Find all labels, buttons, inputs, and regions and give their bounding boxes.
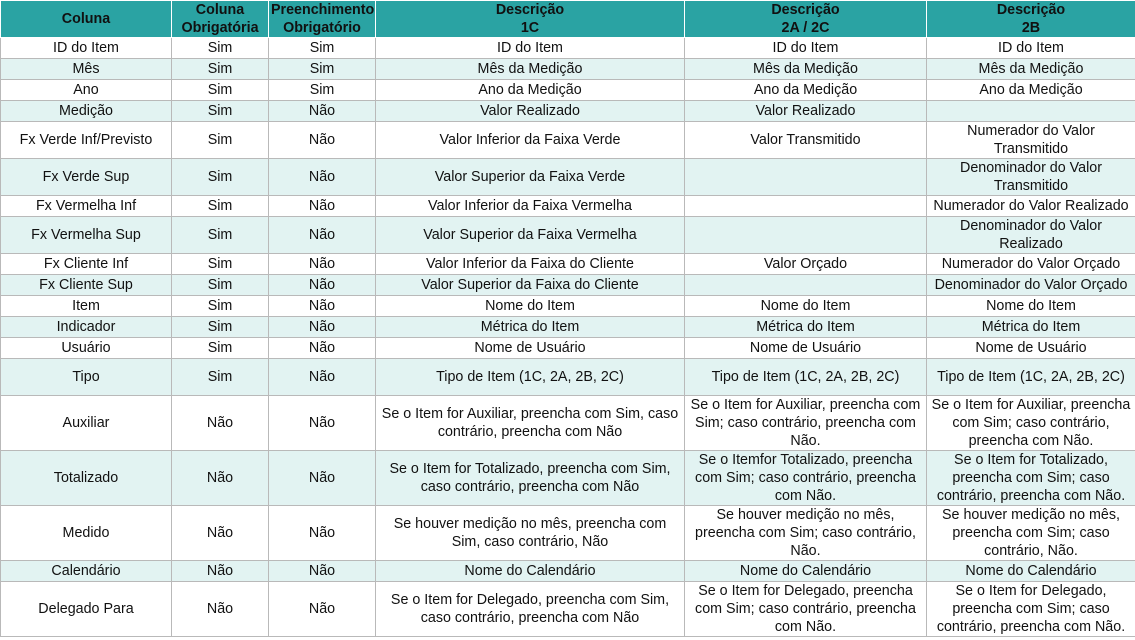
table-cell: Fx Vermelha Sup — [1, 217, 172, 254]
table-cell: Valor Inferior da Faixa Vermelha — [376, 196, 685, 217]
table-cell: Numerador do Valor Orçado — [927, 254, 1135, 275]
table-cell: Não — [269, 396, 376, 451]
table-cell: Sim — [172, 196, 269, 217]
table-cell: Valor Inferior da Faixa Verde — [376, 122, 685, 159]
header-line-2: Obrigatório — [283, 20, 361, 36]
table-cell: Sim — [269, 59, 376, 80]
table-cell: Mês da Medição — [685, 59, 927, 80]
table-cell: Métrica do Item — [685, 317, 927, 338]
table-cell: Não — [172, 561, 269, 582]
table-cell: Não — [269, 275, 376, 296]
table-cell: Totalizado — [1, 451, 172, 506]
table-row — [1, 582, 1135, 637]
table-cell: Sim — [172, 101, 269, 122]
header-cell — [1, 1, 172, 38]
table-cell: Mês da Medição — [376, 59, 685, 80]
table-cell: Se o Item for Delegado, preencha com Sim; caso contrário, preencha com Não. — [927, 582, 1135, 637]
table-row — [1, 80, 1135, 101]
header-cell — [376, 1, 685, 38]
table-cell — [685, 275, 927, 296]
table-cell: Valor Superior da Faixa Verde — [376, 159, 685, 196]
table-cell: Se o Itemfor Totalizado, preencha com Sim; caso contrário, preencha com Não. — [685, 451, 927, 506]
table-cell: Medição — [1, 101, 172, 122]
table-row — [1, 396, 1135, 451]
table-cell: Não — [269, 122, 376, 159]
table-cell: Sim — [172, 159, 269, 196]
table-row — [1, 101, 1135, 122]
table-cell: Se houver medição no mês, preencha com Sim; caso contrário, Não. — [927, 506, 1135, 561]
table-cell: Não — [269, 582, 376, 637]
table-cell: Nome do Item — [685, 296, 927, 317]
header-cell — [172, 1, 269, 38]
table-cell: Não — [172, 396, 269, 451]
header-line-2: Obrigatória — [181, 20, 259, 36]
table-cell: Se o Item for Totalizado, preencha com Sim, caso contrário, preencha com Não — [376, 451, 685, 506]
table-cell: Valor Orçado — [685, 254, 927, 275]
table-cell: Usuário — [1, 338, 172, 359]
table-row — [1, 275, 1135, 296]
table-cell: Não — [269, 296, 376, 317]
table-cell: Numerador do Valor Realizado — [927, 196, 1135, 217]
table-cell: Valor Superior da Faixa do Cliente — [376, 275, 685, 296]
header-cell — [685, 1, 927, 38]
table-row — [1, 359, 1135, 396]
table-cell: Calendário — [1, 561, 172, 582]
table-row — [1, 561, 1135, 582]
table-cell: Fx Cliente Sup — [1, 275, 172, 296]
table-row — [1, 254, 1135, 275]
table-cell: Medido — [1, 506, 172, 561]
table-cell: ID do Item — [1, 38, 172, 59]
table-cell: Não — [269, 217, 376, 254]
table-row — [1, 122, 1135, 159]
table-cell: Valor Inferior da Faixa do Cliente — [376, 254, 685, 275]
table-cell: Sim — [269, 80, 376, 101]
table-row — [1, 217, 1135, 254]
table-cell: Sim — [172, 296, 269, 317]
table-cell: Nome de Usuário — [376, 338, 685, 359]
table-cell: Não — [269, 359, 376, 396]
table-cell — [685, 217, 927, 254]
table-cell: Ano da Medição — [685, 80, 927, 101]
table-cell: Indicador — [1, 317, 172, 338]
header-row — [1, 1, 1135, 38]
table-cell: Se o Item for Delegado, preencha com Sim, caso contrário, preencha com Não — [376, 582, 685, 637]
table-cell: Sim — [172, 59, 269, 80]
header-line-2: 2B — [1021, 20, 1041, 36]
table-cell: Valor Realizado — [376, 101, 685, 122]
table-cell: Item — [1, 296, 172, 317]
table-header — [1, 1, 1135, 38]
table-cell: Se houver medição no mês, preencha com Sim, caso contrário, Não — [376, 506, 685, 561]
table-row — [1, 317, 1135, 338]
table-cell: Não — [269, 451, 376, 506]
table-cell: Fx Verde Inf/Previsto — [1, 122, 172, 159]
header-line-2: 2A / 2C — [781, 20, 830, 36]
table-cell: Se o Item for Auxiliar, preencha com Sim; caso contrário, preencha com Não. — [927, 396, 1135, 451]
table-cell: Fx Verde Sup — [1, 159, 172, 196]
table-cell: Tipo de Item (1C, 2A, 2B, 2C) — [927, 359, 1135, 396]
table-cell: Valor Transmitido — [685, 122, 927, 159]
header-line-1: Coluna — [195, 2, 245, 18]
table-row — [1, 338, 1135, 359]
table-cell: Valor Realizado — [685, 101, 927, 122]
table-cell: Mês da Medição — [927, 59, 1135, 80]
table-cell: Nome do Item — [376, 296, 685, 317]
header-line-2: Coluna — [61, 11, 111, 27]
table-row — [1, 59, 1135, 80]
table-cell: Métrica do Item — [376, 317, 685, 338]
table-cell: Ano da Medição — [376, 80, 685, 101]
table-row — [1, 196, 1135, 217]
table-cell: Não — [269, 561, 376, 582]
table-cell: Não — [172, 451, 269, 506]
table-cell: Sim — [172, 217, 269, 254]
table-cell: Nome do Calendário — [927, 561, 1135, 582]
table-cell: Delegado Para — [1, 582, 172, 637]
table-cell: Tipo de Item (1C, 2A, 2B, 2C) — [685, 359, 927, 396]
table-cell: Se o Item for Delegado, preencha com Sim; caso contrário, preencha com Não. — [685, 582, 927, 637]
table-cell: Fx Cliente Inf — [1, 254, 172, 275]
header-line-1: Descrição — [495, 2, 565, 18]
table-cell: Se o Item for Auxiliar, preencha com Sim, caso contrário, preencha com Não — [376, 396, 685, 451]
table-cell: Se o Item for Totalizado, preencha com Sim; caso contrário, preencha com Não. — [927, 451, 1135, 506]
table-cell: Sim — [172, 359, 269, 396]
table-row — [1, 296, 1135, 317]
header-cell — [927, 1, 1135, 38]
header-line-1: Preenchimento — [271, 2, 375, 18]
table-cell: Sim — [172, 80, 269, 101]
table-body — [1, 38, 1135, 637]
table-row — [1, 159, 1135, 196]
table-cell: ID do Item — [685, 38, 927, 59]
table-cell: Nome do Calendário — [376, 561, 685, 582]
table-cell: Se houver medição no mês, preencha com Sim; caso contrário, Não. — [685, 506, 927, 561]
table-cell: Se o Item for Auxiliar, preencha com Sim; caso contrário, preencha com Não. — [685, 396, 927, 451]
table-cell: ID do Item — [927, 38, 1135, 59]
header-cell — [269, 1, 376, 38]
table-cell: Não — [269, 317, 376, 338]
table-cell: Ano — [1, 80, 172, 101]
table-cell — [685, 196, 927, 217]
table-cell: Valor Superior da Faixa Vermelha — [376, 217, 685, 254]
table-cell: Ano da Medição — [927, 80, 1135, 101]
header-line-1: Descrição — [771, 2, 840, 18]
table-cell: Não — [269, 506, 376, 561]
table-cell: Tipo de Item (1C, 2A, 2B, 2C) — [376, 359, 685, 396]
table-cell: Sim — [172, 122, 269, 159]
table-cell: Numerador do Valor Transmitido — [927, 122, 1135, 159]
table-cell: Não — [269, 338, 376, 359]
table-cell: Denominador do Valor Orçado — [927, 275, 1135, 296]
table-cell: Tipo — [1, 359, 172, 396]
table-cell: Sim — [172, 338, 269, 359]
table-cell: Nome do Item — [927, 296, 1135, 317]
table-cell: Fx Vermelha Inf — [1, 196, 172, 217]
table-cell: Auxiliar — [1, 396, 172, 451]
table-cell: Métrica do Item — [927, 317, 1135, 338]
table-cell: Nome do Calendário — [685, 561, 927, 582]
table-row — [1, 38, 1135, 59]
table-cell: Sim — [172, 275, 269, 296]
table-cell: Não — [172, 582, 269, 637]
header-line-2: 1C — [520, 20, 540, 36]
table-cell: Não — [269, 101, 376, 122]
table-cell: Sim — [172, 254, 269, 275]
table-row — [1, 451, 1135, 506]
table-cell: Não — [269, 254, 376, 275]
table-cell: Sim — [172, 317, 269, 338]
table-cell: Mês — [1, 59, 172, 80]
table-cell: Não — [172, 506, 269, 561]
table-cell: ID do Item — [376, 38, 685, 59]
table-cell: Não — [269, 196, 376, 217]
table-cell: Denominador do Valor Transmitido — [927, 159, 1135, 196]
table-cell: Denominador do Valor Realizado — [927, 217, 1135, 254]
table-cell: Não — [269, 159, 376, 196]
table-cell: Nome de Usuário — [927, 338, 1135, 359]
table-cell: Sim — [172, 38, 269, 59]
table-cell — [685, 159, 927, 196]
table-cell: Sim — [269, 38, 376, 59]
table-cell: Nome de Usuário — [685, 338, 927, 359]
table-row — [1, 506, 1135, 561]
table-cell — [927, 101, 1135, 122]
header-line-1: Descrição — [996, 2, 1066, 18]
